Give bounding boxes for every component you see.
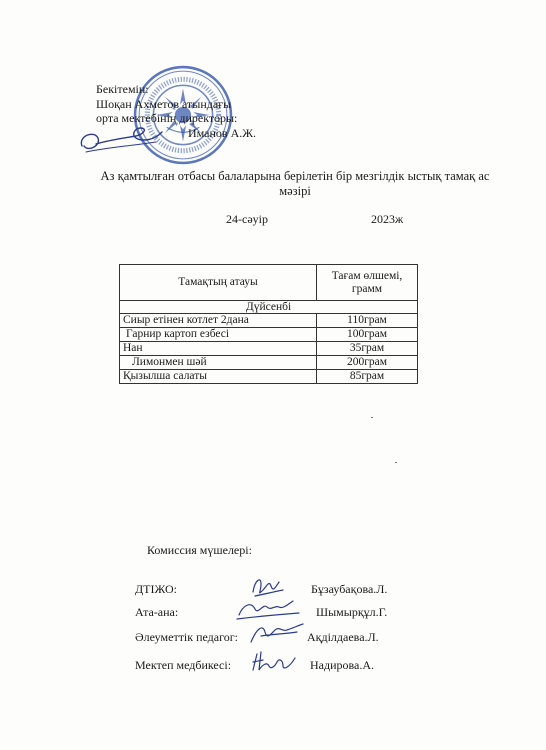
commission-title: Комиссия мүшелері: [147,543,252,557]
director-signature [74,116,164,160]
member-role: Әлеуметтік педагог: [135,630,238,644]
table-row [120,328,418,342]
table-row [120,314,418,328]
dish-amount: 100грам [317,328,418,342]
table-row [120,356,418,370]
approval-position-line: орта мектебінің директоры: [96,111,238,125]
director-name: Иманов А.Ж. [188,125,257,140]
dish-name: Нан [120,342,317,356]
header-dish-name: Тамақтың атауы [120,265,317,301]
scan-speck [395,462,397,463]
day-row [120,301,418,314]
member-name: Шымырқұл.Г. [316,605,388,619]
member-role: ДТІЖО: [135,582,177,596]
dish-name: Қызылша салаты [120,370,317,384]
dish-name: Сиыр етінен котлет 2дана [120,314,317,328]
header-portion-size: Тағам өлшемі, грамм [317,265,418,301]
scan-speck [371,417,373,418]
dish-name: Гарнир картоп езбесі [120,328,317,342]
member-signature [249,648,299,676]
dish-name: Лимонмен шәй [120,356,317,370]
member-role: Мектеп медбикесі: [135,658,232,672]
commission-member [135,658,435,678]
table-header-row [120,265,418,301]
dish-amount: 200грам [317,356,418,370]
menu-table [119,264,418,384]
date-day: 24-сәуір [226,212,268,226]
member-role: Ата-ана: [135,605,179,619]
day-name: Дүйсенбі [120,301,418,314]
commission-member [135,630,435,650]
dish-amount: 110грам [317,314,418,328]
document-title: Аз қамтылған отбасы балаларына берілетін бір мезгілдік ыстық тамақ ас мәзірі [100,169,490,198]
approval-school-line: Шоқан Ахметов атындағы [96,96,232,111]
dish-amount: 35грам [317,342,418,356]
approval-heading: Бекітемін: [96,82,149,96]
member-name: Надирова.А. [310,658,375,672]
table-row [120,342,418,356]
table-row [120,370,418,384]
date-year: 2023ж [371,212,404,226]
member-name: Бұзаубақова.Л. [311,582,388,596]
member-signature [247,618,307,648]
member-name: Ақділдаева.Л. [307,630,379,644]
dish-amount: 85грам [317,370,418,384]
